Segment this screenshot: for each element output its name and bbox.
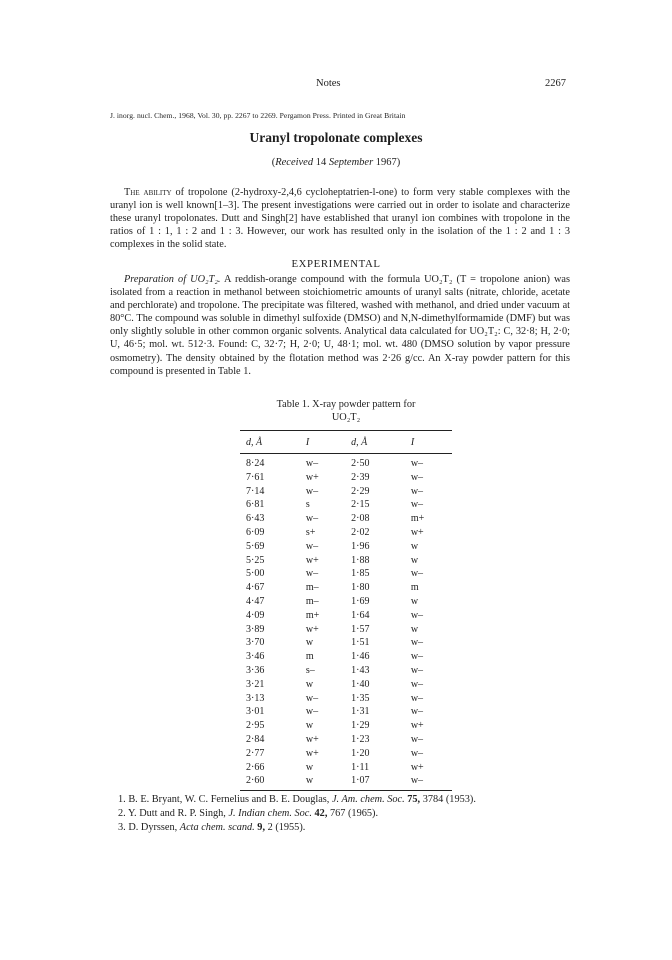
cell-i1: w– — [305, 706, 319, 718]
cell-i2: m+ — [410, 513, 425, 525]
reference-pages: 767 (1965). — [327, 808, 379, 819]
cell-d1: 3·01 — [246, 706, 265, 718]
cell-i2: w– — [410, 775, 424, 787]
cell-i2: w– — [410, 692, 424, 704]
cell-i1: w+ — [305, 733, 319, 745]
cell-i1: w+ — [305, 554, 319, 566]
cell-i1: s — [305, 499, 310, 511]
cell-d1: 4·67 — [246, 582, 265, 594]
running-head — [0, 78, 672, 94]
table-row — [240, 761, 452, 775]
header-d1: d, Å — [246, 436, 263, 448]
cell-i1: w– — [305, 692, 319, 704]
table-row — [240, 554, 452, 568]
table-row — [240, 595, 452, 609]
running-head-title: Notes — [316, 78, 341, 89]
table-row — [240, 678, 452, 692]
table-row — [240, 692, 452, 706]
reference-number: 2. — [118, 808, 126, 819]
cell-d1: 5·00 — [246, 568, 265, 580]
table-row — [240, 609, 452, 623]
table-row — [240, 719, 452, 733]
reference-volume: 75, — [404, 794, 421, 805]
received-date: (Received 14 September 1967) — [271, 157, 401, 168]
cell-i1: w+ — [305, 471, 319, 483]
cell-i1: w — [305, 678, 314, 690]
cell-i2: w– — [410, 485, 424, 497]
table-row — [240, 454, 452, 471]
received-month: September — [328, 157, 374, 168]
cell-d1: 5·25 — [246, 554, 265, 566]
cell-d2: 1·69 — [351, 595, 370, 607]
cell-d1: 2·60 — [246, 775, 265, 787]
table-row — [240, 540, 452, 554]
cell-i1: w– — [305, 458, 319, 469]
cell-i1: w+ — [305, 623, 319, 635]
table-header-row — [240, 431, 452, 454]
cell-d2: 1·51 — [351, 637, 370, 649]
xray-table — [240, 430, 452, 791]
reference-journal: J. Indian chem. Soc. — [228, 808, 312, 819]
reference-authors: D. Dyrssen, — [128, 822, 180, 833]
reference-volume: 9, — [254, 822, 266, 833]
reference-number: 3. — [118, 822, 126, 833]
cell-i1: m– — [305, 595, 319, 607]
table-row — [240, 774, 452, 790]
cell-d2: 1·57 — [351, 623, 370, 635]
table-row — [240, 498, 452, 512]
cell-i2: w — [410, 554, 419, 566]
cell-d1: 3·13 — [246, 692, 265, 704]
cell-d1: 4·47 — [246, 595, 265, 607]
cell-i2: w– — [410, 651, 424, 663]
reference-authors: Y. Dutt and R. P. Singh, — [127, 808, 229, 819]
reference-pages: 3784 (1953). — [420, 794, 476, 805]
table-body — [240, 454, 452, 791]
received-label: Received — [275, 157, 314, 168]
cell-i1: s+ — [305, 526, 316, 538]
cell-d2: 1·85 — [351, 568, 370, 580]
intro-body: of tropolone (2-hydroxy-2,4,6 cycloheptatrien-l-one) to form very stable complexes with the uranyl ion is well known[1–3]. The present investigations were carried out in order to isolate and characterize these uranyl tropolonates. Dutt and Singh[2] have established that uranyl ion combines with tropolone in the ratios of 1 : 1, 1 : 2 and 1 : 3. However, our work has resulted only in the isolation of the 1 : 2 and 1 : 3 complexes in the solid state. — [110, 187, 570, 251]
cell-d2: 1·11 — [351, 761, 370, 773]
received-day: 14 — [315, 157, 327, 168]
table-caption-line1: Table 1. X-ray powder pattern for — [276, 399, 416, 410]
cell-d2: 1·96 — [351, 540, 370, 552]
cell-d1: 6·09 — [246, 526, 265, 538]
cell-d2: 2·08 — [351, 513, 370, 525]
table-row — [240, 581, 452, 595]
references — [118, 793, 476, 835]
cell-i1: w– — [305, 568, 319, 580]
section-heading: EXPERIMENTAL — [291, 258, 381, 270]
cell-i1: w– — [305, 540, 319, 552]
reference-1 — [118, 793, 476, 807]
cell-d1: 2·66 — [246, 761, 265, 773]
table-caption-line2: UO₂T₂ — [331, 412, 361, 423]
cell-d1: 6·81 — [246, 499, 265, 511]
cell-d1: 3·21 — [246, 678, 265, 690]
cell-d2: 1·31 — [351, 706, 370, 718]
cell-i1: w — [305, 637, 314, 649]
reference-number: 1. — [118, 794, 126, 805]
cell-d2: 1·07 — [351, 775, 370, 787]
cell-i2: w+ — [410, 526, 424, 538]
cell-i2: w– — [410, 733, 424, 745]
reference-3 — [118, 821, 476, 835]
cell-i2: w– — [410, 609, 424, 621]
table-row — [240, 567, 452, 581]
cell-i2: w — [410, 540, 419, 552]
table-row — [240, 526, 452, 540]
table-row — [240, 650, 452, 664]
cell-d1: 3·70 — [246, 637, 265, 649]
received-year: 1967 — [375, 157, 397, 168]
cell-d1: 8·24 — [246, 458, 265, 469]
cell-d2: 2·15 — [351, 499, 370, 511]
cell-d2: 1·80 — [351, 582, 370, 594]
cell-i2: w+ — [410, 720, 424, 732]
cell-d2: 1·64 — [351, 609, 370, 621]
cell-i1: w– — [305, 513, 319, 525]
cell-d2: 2·50 — [351, 458, 370, 469]
cell-i1: w — [305, 720, 314, 732]
preparation-heading: Preparation of UO₂T₂. — [124, 274, 221, 285]
cell-i2: w– — [410, 747, 424, 759]
table-caption — [236, 398, 456, 424]
cell-i2: w– — [410, 458, 424, 469]
cell-d1: 2·77 — [246, 747, 265, 759]
cell-i1: m– — [305, 582, 319, 594]
table-row — [240, 747, 452, 761]
article-title: Uranyl tropolonate complexes — [249, 130, 423, 145]
reference-pages: 2 (1955). — [265, 822, 306, 833]
cell-i2: m — [410, 582, 419, 594]
cell-i1: w+ — [305, 747, 319, 759]
cell-i1: w — [305, 761, 314, 773]
cell-i2: w– — [410, 678, 424, 690]
cell-d1: 5·69 — [246, 540, 265, 552]
table-row — [240, 471, 452, 485]
table-row — [240, 705, 452, 719]
table-row — [240, 733, 452, 747]
cell-d2: 1·40 — [351, 678, 370, 690]
cell-d2: 1·88 — [351, 554, 370, 566]
cell-i2: w– — [410, 568, 424, 580]
cell-i2: w– — [410, 664, 424, 676]
cell-d1: 2·84 — [246, 733, 265, 745]
cell-d2: 1·35 — [351, 692, 370, 704]
cell-d2: 1·23 — [351, 733, 370, 745]
header-i2: I — [410, 436, 415, 448]
cell-i1: m — [305, 651, 314, 663]
cell-d2: 2·29 — [351, 485, 370, 497]
cell-d2: 2·39 — [351, 471, 370, 483]
cell-i1: s– — [305, 664, 315, 676]
cell-d1: 3·89 — [246, 623, 265, 635]
header-d2: d, Å — [351, 436, 368, 448]
cell-i1: m+ — [305, 609, 320, 621]
reference-2 — [118, 807, 476, 821]
cell-d1: 7·14 — [246, 485, 265, 497]
cell-d2: 1·29 — [351, 720, 370, 732]
reference-journal: J. Am. chem. Soc. — [331, 794, 405, 805]
table-row — [240, 623, 452, 637]
reference-authors: B. E. Bryant, W. C. Fernelius and B. E. Douglas, — [128, 794, 332, 805]
cell-i2: w– — [410, 706, 424, 718]
cell-i2: w+ — [410, 761, 424, 773]
preparation-body: A reddish-orange compound with the formula UO₂T₂ (T = tropolone anion) was isolated from a reaction in methanol between stoichiometric amounts of uranyl salts (nitrate, chloride, acetate and perchlorate) and tropolone. The precipitate was filtered, washed with methanol, and dried under vacuum at 80°C. The compound was soluble in dimethyl sulfoxide (DMSO) and N,N-dimethylformamide (DMF) but was only slightly soluble in other common organic solvents. Analytical data calculated for UO₂T₂: C, 32·8; H, 2·0; U, 46·5; mol. wt. 512·3. Found: C, 32·7; H, 2·0; U, 48·1; mol. wt. 480 (DMSO solution by vapor pressure osmometry). The density obtained by the flotation method was 2·26 g/cc. An X-ray powder pattern for this compound is presented in Table 1. — [110, 274, 570, 377]
table-row — [240, 512, 452, 526]
cell-i2: w — [410, 595, 419, 607]
cell-i2: w– — [410, 499, 424, 511]
cell-d1: 2·95 — [246, 720, 265, 732]
journal-citation: J. inorg. nucl. Chem., 1968, Vol. 30, pp. 2267 to 2269. Pergamon Press. Printed in Great Britain — [110, 111, 406, 120]
reference-journal: Acta chem. scand. — [179, 822, 255, 833]
page-number: 2267 — [545, 78, 566, 89]
reference-volume: 42, — [311, 808, 328, 819]
intro-lead: The ability — [124, 187, 172, 198]
cell-i2: w — [410, 623, 419, 635]
cell-d2: 1·20 — [351, 747, 370, 759]
table-row — [240, 485, 452, 499]
cell-d2: 1·43 — [351, 664, 370, 676]
cell-d1: 6·43 — [246, 513, 265, 525]
cell-i1: w — [305, 775, 314, 787]
header-i1: I — [305, 436, 310, 448]
cell-d1: 4·09 — [246, 609, 265, 621]
cell-d1: 3·36 — [246, 664, 265, 676]
cell-i2: w– — [410, 637, 424, 649]
table-row — [240, 664, 452, 678]
cell-i2: w– — [410, 471, 424, 483]
cell-i1: w– — [305, 485, 319, 497]
preparation-paragraph — [110, 273, 570, 378]
intro-paragraph — [110, 186, 570, 251]
table-row — [240, 636, 452, 650]
cell-d2: 2·02 — [351, 526, 370, 538]
cell-d1: 3·46 — [246, 651, 265, 663]
cell-d1: 7·61 — [246, 471, 265, 483]
cell-d2: 1·46 — [351, 651, 370, 663]
